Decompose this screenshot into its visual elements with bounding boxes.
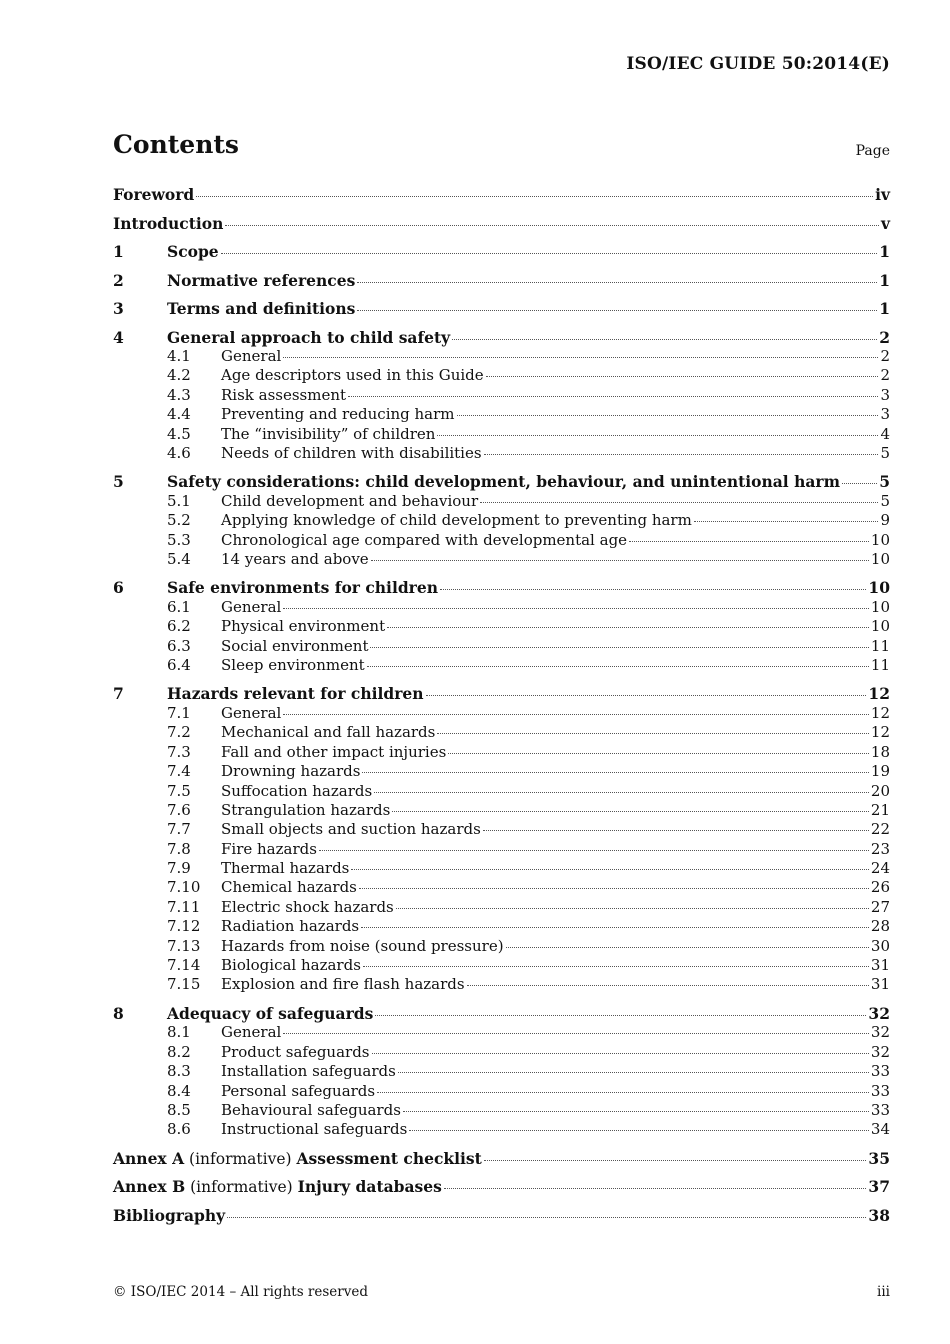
toc-entry-label: Personal safeguards xyxy=(221,1081,376,1100)
dot-leader xyxy=(221,253,878,254)
dot-leader xyxy=(842,483,877,484)
toc-entry-page: 10 xyxy=(870,550,890,569)
toc-entry-page: 37 xyxy=(868,1177,890,1197)
dot-leader xyxy=(357,310,877,311)
toc-entry-number: 4.1 xyxy=(167,347,191,365)
toc-entry-number: 8.1 xyxy=(167,1023,191,1042)
toc-entry-page: 2 xyxy=(880,366,890,385)
toc-entry-number: 7.7 xyxy=(167,820,191,839)
dot-leader xyxy=(283,714,869,715)
toc-subentry[interactable] xyxy=(113,859,890,878)
toc-subentry[interactable] xyxy=(113,492,890,511)
toc-entry-number: 7.5 xyxy=(167,781,191,800)
dot-leader xyxy=(484,454,879,455)
dot-leader xyxy=(348,396,878,397)
page-column-label: Page xyxy=(855,143,890,159)
toc-entry[interactable] xyxy=(113,1177,890,1197)
toc-entry-page: 21 xyxy=(870,800,890,819)
dot-leader xyxy=(225,225,879,226)
toc-entry-label: Radiation hazards xyxy=(221,917,360,936)
toc-entry[interactable] xyxy=(113,299,890,319)
toc-subentry[interactable] xyxy=(113,550,890,569)
toc-subentry[interactable] xyxy=(113,723,890,742)
toc-entry-page: 31 xyxy=(870,956,890,975)
dot-leader xyxy=(694,521,879,522)
toc-entry-number: 7.9 xyxy=(167,859,191,878)
toc-entry[interactable] xyxy=(113,1206,890,1226)
toc-entry-page: 12 xyxy=(868,684,890,704)
annex-prefix: Annex B xyxy=(113,1177,186,1197)
toc-entry-number: 4.2 xyxy=(167,366,191,385)
toc-subentry[interactable] xyxy=(113,1120,890,1139)
toc-subentry[interactable] xyxy=(113,917,890,936)
toc-entry-page: iv xyxy=(875,185,890,204)
dot-leader xyxy=(396,908,869,909)
toc-entry-number: 2 xyxy=(113,270,124,290)
dot-leader xyxy=(437,733,869,734)
toc-entry-page: 10 xyxy=(868,578,890,598)
toc-entry-page: 12 xyxy=(870,723,890,742)
toc-subentry[interactable] xyxy=(113,743,890,762)
toc-entry-page: 33 xyxy=(870,1062,890,1081)
toc-subentry[interactable] xyxy=(113,1023,890,1042)
dot-leader xyxy=(371,560,869,561)
toc-entry-label: Normative references xyxy=(167,270,356,290)
toc-entry-label: Chemical hazards xyxy=(221,878,357,897)
toc-subentry[interactable] xyxy=(113,405,890,424)
toc-entry-label: Terms and definitions xyxy=(167,299,356,318)
toc-entry-number: 3 xyxy=(113,299,124,318)
dot-leader xyxy=(629,541,869,542)
toc-entry-label: Adequacy of safeguards xyxy=(167,1003,374,1023)
dot-leader xyxy=(403,1111,869,1112)
toc-entry-number: 4.5 xyxy=(167,424,191,443)
dot-leader xyxy=(196,196,873,197)
dot-leader xyxy=(283,357,878,358)
toc-subentry[interactable] xyxy=(113,1062,890,1081)
toc-entry-page: 3 xyxy=(880,405,890,424)
toc-entry-number: 8.5 xyxy=(167,1100,191,1119)
toc-entry-page: 5 xyxy=(879,472,890,492)
toc-subentry[interactable] xyxy=(113,444,890,463)
toc-subentry[interactable] xyxy=(113,704,890,723)
toc-entry-page: 32 xyxy=(868,1003,890,1023)
toc-subentry[interactable] xyxy=(113,1082,890,1101)
toc-subentry[interactable] xyxy=(113,878,890,897)
toc-entry-label: Needs of children with disabilities xyxy=(221,443,482,462)
toc-entry-label: Fire hazards xyxy=(221,839,317,858)
dot-leader xyxy=(351,869,869,870)
toc-entry-number: 7.13 xyxy=(167,936,201,955)
toc-entry[interactable] xyxy=(113,684,890,704)
toc-entry-label: Bibliography xyxy=(113,1205,226,1225)
toc-entry-page: 31 xyxy=(870,975,890,994)
toc-entry[interactable] xyxy=(113,578,890,598)
toc-entry-number: 6.2 xyxy=(167,617,191,636)
toc-entry[interactable] xyxy=(113,1149,890,1169)
toc-entry-label: Product safeguards xyxy=(221,1042,370,1061)
dot-leader xyxy=(227,1217,866,1218)
dot-leader xyxy=(370,647,868,648)
toc-entry[interactable] xyxy=(113,472,890,492)
dot-leader xyxy=(372,1053,869,1054)
toc-entry-page: 19 xyxy=(870,762,890,781)
toc-subentry[interactable] xyxy=(113,820,890,839)
dot-leader xyxy=(359,888,869,889)
toc-entry-page: 3 xyxy=(880,385,890,404)
toc-entry-page: 28 xyxy=(870,917,890,936)
dot-leader xyxy=(283,1033,869,1034)
dot-leader xyxy=(452,339,877,340)
dot-leader xyxy=(367,666,869,667)
toc-entry[interactable] xyxy=(113,271,890,291)
annex-title: Assessment checklist xyxy=(296,1148,482,1168)
toc-entry-number: 6.4 xyxy=(167,656,191,675)
toc-entry-label: The “invisibility” of children xyxy=(221,424,436,443)
dot-leader xyxy=(362,772,868,773)
toc-entry-label: Social environment xyxy=(221,636,369,655)
toc-entry-label: Hazards relevant for children xyxy=(167,684,424,704)
toc-entry-label: Hazards from noise (sound pressure) xyxy=(221,936,504,955)
toc-subentry[interactable] xyxy=(113,386,890,405)
dot-leader xyxy=(486,376,879,377)
toc-subentry[interactable] xyxy=(113,782,890,801)
dot-leader xyxy=(426,695,867,696)
toc-entry-label: Fall and other impact injuries xyxy=(221,742,447,761)
toc-entry-number: 8.6 xyxy=(167,1120,191,1139)
toc-entry-page: 32 xyxy=(870,1042,890,1061)
toc-subentry[interactable] xyxy=(113,937,890,956)
dot-leader xyxy=(467,985,869,986)
toc-entry-number: 7.1 xyxy=(167,703,191,722)
toc-entry-page: 10 xyxy=(870,617,890,636)
toc-entry-number: 7.11 xyxy=(167,897,201,916)
dot-leader xyxy=(398,1072,869,1073)
toc-entry-page: 2 xyxy=(879,327,890,347)
toc-entry-page: 35 xyxy=(868,1148,890,1168)
toc-subentry[interactable] xyxy=(113,531,890,550)
toc-entry-number: 7.15 xyxy=(167,975,201,994)
toc-entry-number: 8.2 xyxy=(167,1042,191,1061)
toc-subentry[interactable] xyxy=(113,511,890,530)
toc-entry-label: Mechanical and fall hazards xyxy=(221,723,436,742)
toc-entry-label: Behavioural safeguards xyxy=(221,1100,401,1119)
toc-entry-page: 27 xyxy=(870,897,890,916)
toc-entry-number: 6 xyxy=(113,578,124,598)
toc-entry-label: Sleep environment xyxy=(221,656,365,675)
toc-entry-label: General xyxy=(221,703,282,722)
toc-entry-number: 7 xyxy=(113,684,124,704)
toc-entry-page: 10 xyxy=(870,530,890,549)
toc-subentry[interactable] xyxy=(113,975,890,994)
toc-entry-page: 1 xyxy=(879,270,890,290)
toc-entry-label: General xyxy=(221,597,282,616)
toc-subentry[interactable] xyxy=(113,801,890,820)
dot-leader xyxy=(506,947,869,948)
toc-entry-number: 7.4 xyxy=(167,762,191,781)
toc-entry-number: 5.4 xyxy=(167,550,191,569)
toc-entry-label: Thermal hazards xyxy=(221,859,350,878)
dot-leader xyxy=(377,1092,869,1093)
toc-entry-page: 33 xyxy=(870,1081,890,1100)
dot-leader xyxy=(409,1130,869,1131)
dot-leader xyxy=(480,502,878,503)
toc-entry-page: 26 xyxy=(870,878,890,897)
dot-leader xyxy=(392,811,869,812)
toc-entry-number: 5.2 xyxy=(167,511,191,530)
contents-title-row xyxy=(113,130,890,164)
page-title: Contents xyxy=(113,130,240,159)
toc-entry-label: Preventing and reducing harm xyxy=(221,405,455,424)
toc-entry-label: Introduction xyxy=(113,213,224,233)
toc-entry-page: 4 xyxy=(880,424,890,443)
toc-entry-number: 7.6 xyxy=(167,800,191,819)
toc-entry-number: 4.6 xyxy=(167,443,191,462)
dot-leader xyxy=(363,966,869,967)
toc-entry-label: Risk assessment xyxy=(221,385,347,404)
copyright-notice: © ISO/IEC 2014 – All rights reserved xyxy=(113,1284,368,1300)
annex-title: Injury databases xyxy=(297,1177,442,1197)
toc-entry-number: 8.4 xyxy=(167,1081,191,1100)
toc-subentry[interactable] xyxy=(113,1101,890,1120)
dot-leader xyxy=(437,435,878,436)
toc-entry-label: Chronological age compared with developmental age xyxy=(221,530,628,549)
toc-entry-page: 11 xyxy=(870,636,890,655)
toc-entry-label: Electric shock hazards xyxy=(221,897,394,916)
dot-leader xyxy=(444,1188,867,1189)
toc-entry-number: 7.10 xyxy=(167,878,201,897)
toc-entry-label: Physical environment xyxy=(221,617,386,636)
toc-entry-label: General approach to child safety xyxy=(167,327,451,347)
toc-entry-label: Instructional safeguards xyxy=(221,1120,408,1139)
toc-subentry[interactable] xyxy=(113,956,890,975)
toc-entry-page: 20 xyxy=(870,781,890,800)
toc-entry-label: Child development and behaviour xyxy=(221,491,479,510)
toc-entry-label: Small objects and suction hazards xyxy=(221,820,481,839)
toc-entry-page: 33 xyxy=(870,1100,890,1119)
dot-leader xyxy=(319,850,869,851)
toc-entry-number: 8.3 xyxy=(167,1062,191,1081)
toc-entry-page: 32 xyxy=(870,1023,890,1042)
toc-subentry[interactable] xyxy=(113,762,890,781)
annex-note: (informative) xyxy=(185,1178,298,1197)
toc-entry[interactable] xyxy=(113,242,890,262)
toc-entry[interactable] xyxy=(113,328,890,348)
annex-prefix: Annex A xyxy=(113,1148,185,1168)
dot-leader xyxy=(374,792,869,793)
toc-entry-page: 5 xyxy=(880,443,890,462)
dot-leader xyxy=(484,1160,867,1161)
page-number: iii xyxy=(877,1284,890,1300)
toc-entry-label: Safety considerations: child development, behaviour, and unintentional harm xyxy=(167,472,840,492)
toc-entry-number: 5.1 xyxy=(167,491,191,510)
table-of-contents xyxy=(113,185,890,1225)
toc-entry-number: 5 xyxy=(113,472,124,492)
document-id: ISO/IEC GUIDE 50:2014(E) xyxy=(626,54,890,74)
toc-entry-label: Safe environments for children xyxy=(167,578,438,598)
toc-entry-page: v xyxy=(880,213,890,233)
toc-entry-page: 12 xyxy=(870,703,890,722)
toc-entry-label xyxy=(113,1177,442,1196)
dot-leader xyxy=(283,608,869,609)
toc-entry-label: Biological hazards xyxy=(221,956,361,975)
toc-entry-number: 7.2 xyxy=(167,723,191,742)
toc-entry[interactable] xyxy=(113,185,890,205)
toc-entry-label: General xyxy=(221,347,282,365)
toc-entry-number: 4.3 xyxy=(167,385,191,404)
dot-leader xyxy=(483,830,869,831)
toc-entry-label: 14 years and above xyxy=(221,550,369,569)
toc-entry-number: 4 xyxy=(113,327,124,347)
toc-entry-label: Explosion and fire flash hazards xyxy=(221,975,465,994)
toc-subentry[interactable] xyxy=(113,598,890,617)
toc-entry-page: 1 xyxy=(879,242,890,261)
toc-entry-page: 30 xyxy=(870,936,890,955)
toc-subentry[interactable] xyxy=(113,637,890,656)
dot-leader xyxy=(448,753,869,754)
toc-entry-page: 24 xyxy=(870,859,890,878)
dot-leader xyxy=(457,415,879,416)
annex-note: (informative) xyxy=(184,1149,297,1168)
toc-entry-page: 2 xyxy=(880,347,890,365)
toc-subentry[interactable] xyxy=(113,366,890,385)
toc-entry-number: 4.4 xyxy=(167,405,191,424)
toc-entry-page: 22 xyxy=(870,820,890,839)
toc-entry-page: 34 xyxy=(870,1120,890,1139)
dot-leader xyxy=(387,627,869,628)
toc-entry-label: General xyxy=(221,1023,282,1042)
toc-entry-page: 9 xyxy=(880,511,890,530)
dot-leader xyxy=(361,927,869,928)
toc-entry-label: Foreword xyxy=(113,185,195,204)
dot-leader xyxy=(440,589,866,590)
toc-entry-number: 7.12 xyxy=(167,917,201,936)
toc-entry-page: 18 xyxy=(870,742,890,761)
toc-entry-page: 10 xyxy=(870,597,890,616)
dot-leader xyxy=(357,282,877,283)
toc-entry-page: 1 xyxy=(879,299,890,318)
toc-entry[interactable] xyxy=(113,214,890,234)
toc-entry-number: 7.8 xyxy=(167,839,191,858)
toc-subentry[interactable] xyxy=(113,347,890,366)
toc-subentry[interactable] xyxy=(113,656,890,675)
toc-entry[interactable] xyxy=(113,1004,890,1024)
toc-entry-page: 11 xyxy=(870,656,890,675)
toc-subentry[interactable] xyxy=(113,425,890,444)
toc-entry-number: 1 xyxy=(113,242,124,261)
toc-entry-label: Suffocation hazards xyxy=(221,781,373,800)
dot-leader xyxy=(375,1015,866,1016)
toc-entry-label: Installation safeguards xyxy=(221,1062,396,1081)
toc-entry-label: Age descriptors used in this Guide xyxy=(221,366,484,385)
toc-entry-label: Strangulation hazards xyxy=(221,800,391,819)
toc-entry-label xyxy=(113,1149,482,1168)
toc-entry-number: 6.3 xyxy=(167,636,191,655)
toc-entry-number: 8 xyxy=(113,1003,124,1023)
toc-subentry[interactable] xyxy=(113,840,890,859)
toc-entry-page: 38 xyxy=(868,1205,890,1225)
toc-subentry[interactable] xyxy=(113,617,890,636)
toc-entry-number: 5.3 xyxy=(167,530,191,549)
toc-subentry[interactable] xyxy=(113,898,890,917)
toc-entry-label: Applying knowledge of child development to preventing harm xyxy=(221,511,692,530)
toc-entry-page: 5 xyxy=(880,491,890,510)
toc-subentry[interactable] xyxy=(113,1043,890,1062)
toc-entry-label: Drowning hazards xyxy=(221,762,361,781)
toc-entry-number: 6.1 xyxy=(167,597,191,616)
toc-entry-label: Scope xyxy=(167,242,219,261)
toc-entry-page: 23 xyxy=(870,839,890,858)
toc-entry-number: 7.3 xyxy=(167,742,191,761)
toc-entry-number: 7.14 xyxy=(167,956,201,975)
